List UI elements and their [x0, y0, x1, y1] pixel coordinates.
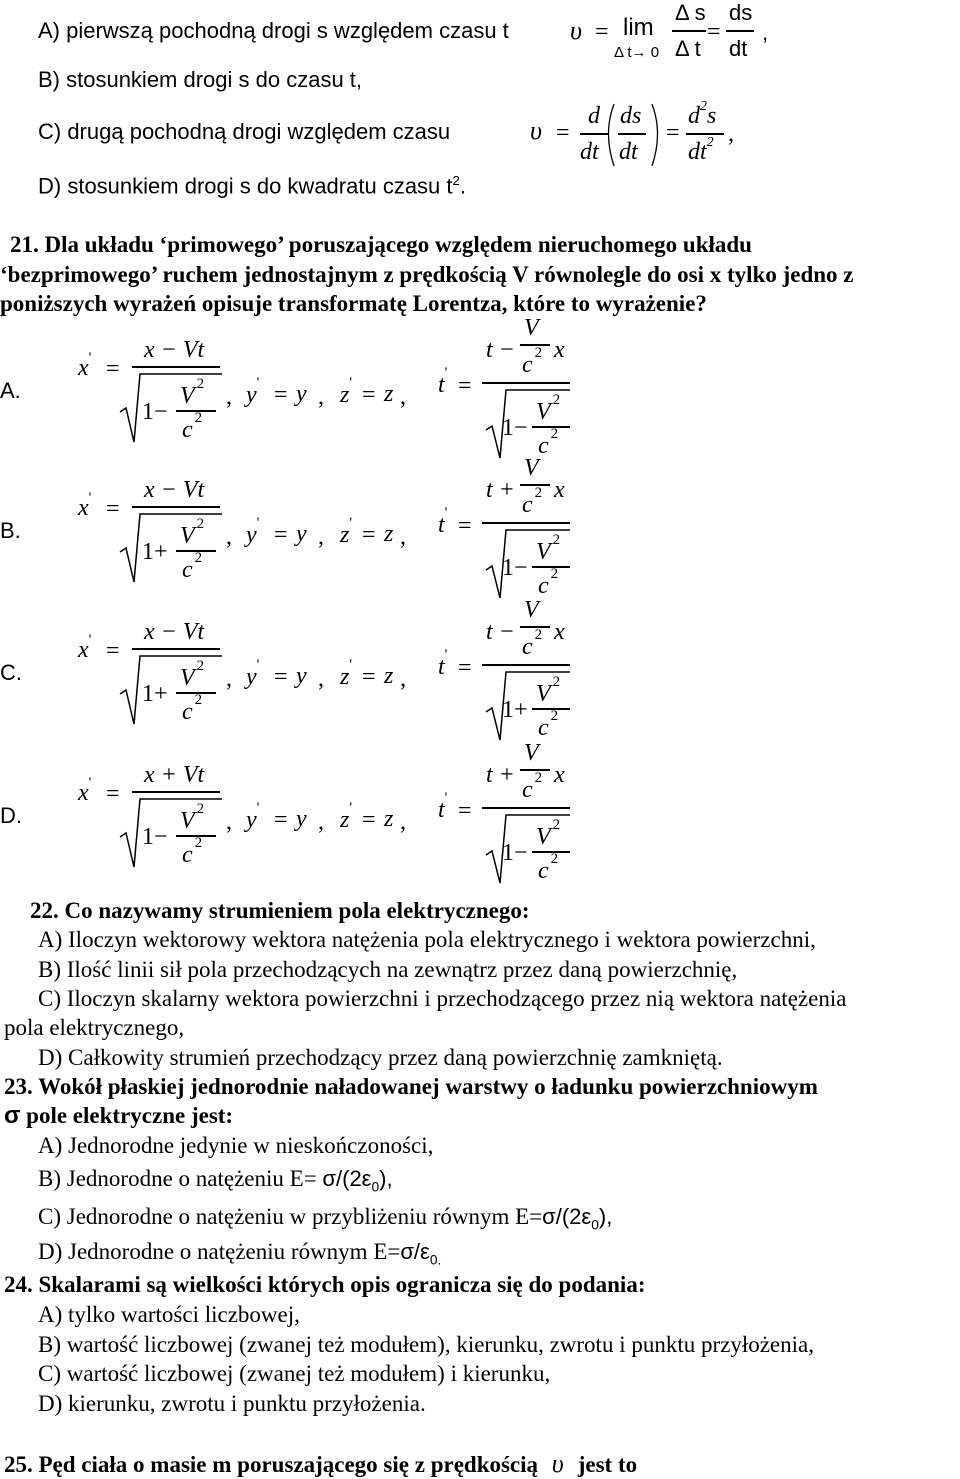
q24-option-b: B) wartość liczbowej (zwanej też modułem), kierunku, zwrotu i punktu przyłożenia, — [38, 1332, 814, 1357]
y-prime: y' — [246, 375, 260, 408]
q24-option-d: D) kierunku, zwrotu i punktu przyłożenia. — [38, 1391, 426, 1416]
z-value: z — [384, 521, 394, 547]
q20-option-c: C) drugą pochodną drogi względem czasu — [38, 119, 451, 144]
velocity-symbol: υ — [530, 116, 542, 145]
equals-sign: = — [362, 807, 376, 833]
symbol-c: c $^2$ — [522, 485, 543, 518]
symbol-v: V $^2$ — [536, 817, 561, 850]
symbol-v: V — [524, 740, 539, 766]
t-denominator-prefix: 1+ — [502, 697, 528, 723]
y-value: y — [296, 381, 307, 407]
x-numerator: x − Vt — [144, 619, 205, 645]
equals-sign: = — [458, 373, 472, 399]
t-numerator-prefix: t − — [486, 619, 515, 645]
q23-option-b: B) Jednorodne o natężeniu $E= \sigma/(2\varepsilon_0)$, — [38, 1166, 393, 1195]
y-prime: y' — [246, 657, 260, 690]
comma: , — [318, 809, 324, 835]
fraction-denominator: dt — [729, 36, 748, 61]
x-numerator: x + Vt — [144, 762, 205, 788]
comma: , — [400, 666, 406, 692]
q23-option-a: A) Jednorodne jedynie w nieskończoności, — [38, 1133, 434, 1158]
q24-title: 24. Skalarami są wielkości których opis ogranicza się do podania: — [4, 1272, 646, 1297]
q23-title-cont: σ pole elektryczne jest: — [4, 1102, 234, 1129]
t-prime: t' — [438, 505, 448, 538]
equals-sign: = — [362, 382, 376, 408]
equals-sign: = — [274, 382, 288, 408]
x-numerator: x − Vt — [144, 337, 205, 363]
symbol-c: c $^2$ — [522, 345, 543, 378]
equals-sign: = — [556, 120, 570, 146]
t-numerator-prefix: t − — [486, 337, 515, 363]
t-numerator-x: x — [554, 619, 565, 645]
comma: , — [762, 20, 769, 45]
symbol-c: c $^2$ — [522, 627, 543, 660]
comma: , — [400, 384, 406, 410]
z-prime: z' — [340, 800, 353, 833]
option-label: D. — [0, 803, 22, 828]
comma: , — [318, 666, 324, 692]
equals-sign: = — [362, 522, 376, 548]
equals-sign: = — [458, 513, 472, 539]
equals-sign: = — [458, 798, 472, 824]
q20-option-b: B) stosunkiem drogi s do czasu t, — [38, 67, 363, 92]
lim-subscript: Δ t→ 0 — [614, 44, 660, 61]
fraction-denominator: dt — [619, 139, 638, 165]
equals-sign: = — [106, 356, 120, 382]
comma: , — [226, 809, 232, 835]
t-denominator-prefix: 1− — [502, 555, 528, 581]
t-prime: t' — [438, 647, 448, 680]
z-value: z — [384, 381, 394, 407]
equals-sign: = — [106, 496, 120, 522]
q22-option-d: D) Całkowity strumień przechodzący przez daną powierzchnię zamkniętą. — [38, 1045, 723, 1070]
symbol-v: V $^2$ — [536, 392, 561, 425]
t-numerator-x: x — [554, 477, 565, 503]
option-label: C. — [0, 660, 22, 685]
x-prime: x' — [78, 632, 92, 663]
t-prime: t' — [438, 790, 448, 823]
x-denominator-prefix: 1+ — [142, 681, 168, 707]
symbol-c: c $^2$ — [522, 770, 543, 803]
x-numerator: x − Vt — [144, 477, 205, 503]
z-prime: z' — [340, 375, 353, 408]
t-denominator-prefix: 1− — [502, 415, 528, 441]
y-value: y — [296, 663, 307, 689]
q20-option-d: D) stosunkiem drogi s do kwadratu czasu $t^2$. — [38, 173, 466, 199]
comma: , — [226, 524, 232, 550]
z-prime: z' — [340, 657, 353, 690]
symbol-c: c $^2$ — [182, 410, 203, 443]
symbol-v: V — [524, 315, 539, 341]
y-prime: y' — [246, 515, 260, 548]
fraction-denominator: $dt^2$ — [688, 135, 714, 165]
lim-label: lim — [623, 14, 654, 41]
option-label: A. — [0, 378, 21, 403]
symbol-c: c $^2$ — [538, 708, 559, 741]
q24-option-a: A) tylko wartości liczbowej, — [38, 1302, 300, 1327]
velocity-symbol: υ — [570, 16, 582, 45]
symbol-v: V $^2$ — [180, 801, 205, 834]
symbol-c: c $^2$ — [538, 851, 559, 884]
symbol-v: V $^2$ — [536, 674, 561, 707]
comma: , — [226, 666, 232, 692]
symbol-v: V $^2$ — [180, 376, 205, 409]
symbol-c: c $^2$ — [182, 835, 203, 868]
symbol-v: V — [524, 455, 539, 481]
symbol-c: c $^2$ — [538, 566, 559, 599]
x-prime: x' — [78, 490, 92, 521]
t-numerator-x: x — [554, 762, 565, 788]
symbol-v: V $^2$ — [180, 516, 205, 549]
x-denominator-prefix: 1− — [142, 399, 168, 425]
x-denominator-prefix: 1+ — [142, 539, 168, 565]
q21-line-2: ‘bezprimowego’ ruchem jednostajnym z prędkością V równolegle do osi x tylko jedno z — [0, 262, 854, 287]
fraction-denominator: Δ t — [675, 36, 701, 61]
symbol-v: V $^2$ — [536, 532, 561, 565]
comma: , — [318, 384, 324, 410]
y-value: y — [296, 806, 307, 832]
equals-sign: = — [458, 655, 472, 681]
x-prime: x' — [78, 350, 92, 381]
symbol-v: V $^2$ — [180, 658, 205, 691]
equals-sign: = — [274, 807, 288, 833]
equals-sign: = — [106, 638, 120, 664]
x-denominator-prefix: 1− — [142, 824, 168, 850]
z-prime: z' — [340, 515, 353, 548]
y-prime: y' — [246, 800, 260, 833]
t-denominator-prefix: 1− — [502, 840, 528, 866]
equals-sign: = — [274, 522, 288, 548]
t-numerator-prefix: t + — [486, 477, 515, 503]
fraction-numerator: d — [588, 103, 600, 129]
q23-option-d: D) Jednorodne o natężeniu równym $E=\sigma/\varepsilon_{0.}$ — [38, 1239, 442, 1268]
q21-line-3: poniższych wyrażeń opisuje transformatę Lorentza, które to wyrażenie? — [0, 291, 707, 316]
q20-option-a: A) pierwszą pochodną drogi s względem czasu t — [38, 18, 509, 43]
q23-title: 23. Wokół płaskiej jednorodnie naładowanej warstwy o ładunku powierzchniowym — [4, 1074, 818, 1099]
y-value: y — [296, 521, 307, 547]
comma: , — [318, 524, 324, 550]
symbol-c: c $^2$ — [182, 692, 203, 725]
fraction-numerator: Δ s — [675, 0, 706, 25]
equals-sign: = — [707, 19, 721, 45]
comma: , — [400, 524, 406, 550]
fraction-numerator: ds — [729, 0, 753, 25]
symbol-c: c $^2$ — [182, 550, 203, 583]
z-value: z — [384, 663, 394, 689]
q22-option-c: C) Iloczyn skalarny wektora powierzchni i przechodzącego przez nią wektora natężenia — [38, 986, 847, 1011]
q22-option-a: A) Iloczyn wektorowy wektora natężenia pola elektrycznego i wektora powierzchni, — [38, 927, 816, 952]
q22-option-c-cont: pola elektrycznego, — [4, 1015, 185, 1040]
fraction-denominator: dt — [580, 139, 599, 165]
fraction-numerator: $d^2s$ — [688, 99, 717, 129]
q24-option-c: C) wartość liczbowej (zwanej też modułem) i kierunku, — [38, 1361, 551, 1386]
t-numerator-x: x — [554, 337, 565, 363]
equals-sign: = — [106, 781, 120, 807]
q21-line-1: 21. Dla układu ‘primowego’ poruszającego względem nieruchomego układu — [10, 232, 752, 257]
t-prime: t' — [438, 365, 448, 398]
x-prime: x' — [78, 775, 92, 806]
equals-sign: = — [595, 19, 609, 45]
comma: , — [728, 121, 734, 147]
q22-title: 22. Co nazywamy strumieniem pola elektrycznego: — [30, 898, 530, 923]
option-label: B. — [0, 518, 21, 543]
comma: , — [400, 809, 406, 835]
symbol-v: V — [524, 597, 539, 623]
equals-sign: = — [274, 664, 288, 690]
t-numerator-prefix: t + — [486, 762, 515, 788]
symbol-c: c $^2$ — [538, 426, 559, 459]
equals-sign: = — [362, 664, 376, 690]
q23-option-c: C) Jednorodne o natężeniu w przybliżeniu równym $E=\sigma/(2\varepsilon_0)$, — [38, 1204, 613, 1233]
q22-option-b: B) Ilość linii sił pola przechodzących na zewnątrz przez daną powierzchnię, — [38, 957, 738, 982]
z-value: z — [384, 806, 394, 832]
comma: , — [226, 384, 232, 410]
fraction-numerator: ds — [620, 103, 642, 129]
q25-title: 25. Pęd ciała o masie m poruszającego się z prędkością υ jest to — [4, 1449, 638, 1478]
equals-sign: = — [666, 120, 680, 146]
